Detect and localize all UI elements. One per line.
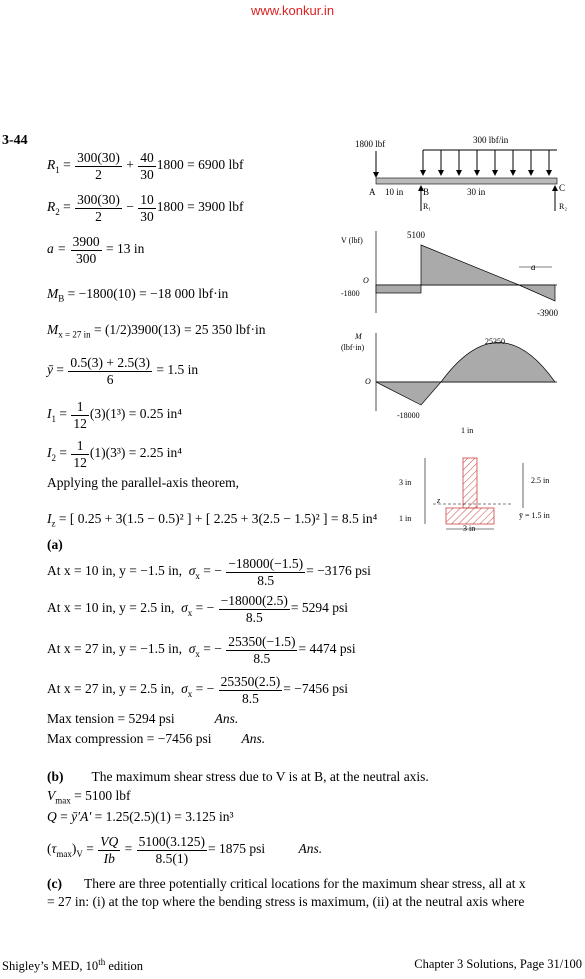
moment-pos-area [441,343,555,383]
cs-flange [446,508,494,524]
part-c-line2: = 27 in: (i) at the top where the bending stress is maximum, (ii) at the neutral axis where [47,894,525,909]
shear-neg-area [519,285,555,301]
equation-mx: $M_{x = 27 in} = (1/2)3900(13) = 25$ 350 lbf·in [47,322,266,340]
equation-r1: $R_1$ = $\frac{300(30)}{2}$ + $\frac{40}{30}$ 1800 = 6900 lbf [47,150,244,182]
shear-min: -3900 [537,308,558,318]
stress-row-1: At x = 10 in, y = −1.5 in, $\sigma_x$ = − $\frac{-18000(-1.5)}{8.5}$ = −3176 psi [47,556,371,588]
equation-q: Q = ȳ′A′ = 1.25(2.5)(1) = 3.125 in³ [47,809,234,824]
stress-row-3: At x = 27 in, y = −1.5 in, $\sigma_x$ = − $\frac{25350(-1.5)}{8.5}$ = 4474 psi [47,634,356,666]
beam-diagram [333,133,585,533]
part-a-label: (a) [47,537,63,552]
segment-2-label: 30 in [467,187,486,197]
source-url[interactable]: www.konkur.in [250,3,335,18]
equation-i1: $I_1$ = $\frac{1}{12}$ (3)(1³) = 0.25 in⁴ [47,399,182,431]
point-a: A [369,187,376,197]
point-load-label: 1800 lbf [355,139,386,149]
cs-width: 3 in [463,524,476,533]
part-b-text: (b) The maximum shear stress due to V is at B, at the neutral axis. [47,769,429,784]
cs-height: 3 in [399,478,412,487]
cs-web [463,458,477,508]
equation-mb: $M_B = -1800(10) = -18$ 000 lbf·in [47,286,229,304]
max-compression: Max compression = −7456 psi Ans. [47,731,266,746]
shear-origin: O [363,276,369,285]
shear-axis-label: V (lbf) [341,236,363,245]
equation-ybar: ȳ = $\frac{0.5(3) + 2.5(3)}{6}$ = 1.5 in [47,355,199,387]
moment-min: -18000 [397,411,420,420]
point-b: B [423,187,430,197]
max-tension: Max tension = 5294 psi Ans. [47,711,239,726]
stress-row-4: At x = 27 in, y = 2.5 in, $\sigma_x$ = − $\frac{25350(2.5)}{8.5}$ = −7456 psi [47,674,348,706]
cs-ybar: ȳ = 1.5 in [519,511,550,520]
equation-tau: $(\tau_{max})_V$ = $\frac{VQ}{Ib}$ = $\frac{5100(3.125)}{8.5(1)}$ = 1875 psi Ans. [47,834,323,866]
shear-value-neg: -1800 [341,289,360,298]
equation-vmax: $V_{max} = 5100$ lbf [47,788,131,806]
equation-i2: $I_2$ = $\frac{1}{12}$ (1)(3³) = 2.25 in⁴ [47,438,182,470]
point-c: C [559,183,566,193]
moment-neg-area [376,382,441,405]
cs-height-2: 2.5 in [531,476,550,485]
moment-max: 25350 [485,337,505,346]
cs-web-width: 1 in [461,426,474,435]
equation-iz: $I_z$ = [ 0.25 + 3(1.5 − 0.5)² ] + [ 2.25 + 3(2.5 − 1.5)² ] = 8.5 in⁴ [47,511,378,529]
shear-neg-block [376,285,421,293]
dist-load-label: 300 lbf/in [473,135,509,145]
dist-load-arrows [423,150,549,175]
shear-max: 5100 [407,230,425,240]
beam [376,178,557,184]
reaction-r1: R₁ [423,202,432,211]
footer-left: Shigley’s MED, 10th edition [2,957,144,974]
dim-a: a [531,262,536,272]
equation-a: a = $\frac{3900}{300}$ = 13 in [47,234,145,266]
moment-axis-unit: (lbf·in) [341,343,365,352]
segment-1-label: 10 in [385,187,404,197]
parallel-axis-text: Applying the parallel-axis theorem, [47,475,239,490]
moment-axis-label: M [355,332,362,341]
footer-right: Chapter 3 Solutions, Page 31/100 [414,957,582,971]
stress-row-2: At x = 10 in, y = 2.5 in, $\sigma_x$ = − $\frac{-18000(2.5)}{8.5}$ = 5294 psi [47,593,348,625]
part-c-line1: (c) There are three potentially critical locations for the maximum shear stress, all at x [47,876,526,891]
reaction-r2: R₂ [559,202,568,211]
cs-z-axis: z [437,496,441,505]
moment-origin: O [365,377,371,386]
problem-number: 3-44 [2,133,28,148]
cs-flange-thk: 1 in [399,514,412,523]
shear-pos-area [421,245,519,285]
equation-r2: $R_2$ = $\frac{300(30)}{2}$ − $\frac{10}{30}$ 1800 = 3900 lbf [47,192,244,224]
